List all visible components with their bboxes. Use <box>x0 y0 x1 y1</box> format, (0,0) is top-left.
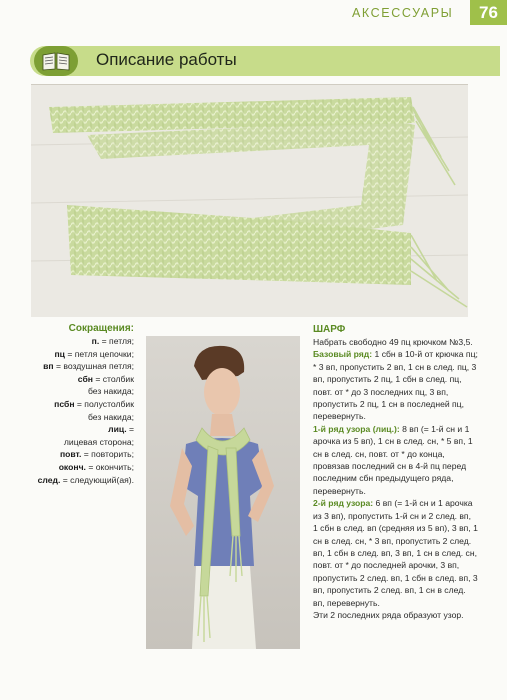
open-book-icon <box>34 46 78 76</box>
abbreviations <box>18 322 134 486</box>
abbreviation-line: п. = петля; <box>91 336 134 346</box>
section-name: АКСЕССУАРЫ <box>352 6 454 20</box>
scarf-title: ШАРФ <box>313 324 346 335</box>
abbreviation-line: след. = следующий(ая). <box>37 474 134 485</box>
instruction-row: Базовый ряд: 1 сбн в 10-й от крючка пц; * 3 вп, пропустить 2 вп, 1 сн в след. пц, 3 вп, пропустить 2 пц, 1 сбн в след. пц, повт. от * до 3 последних пц, 3 вп, пропустить 2 пц, 1 сн в последней пц, перевернуть. <box>313 349 478 422</box>
abbreviation-line: повт. = повторить; <box>59 449 134 460</box>
abbreviation-line: вп = воздушная петля; <box>43 361 134 372</box>
abbreviation-line: пц = петля цепочки; <box>54 348 134 359</box>
abbreviations-heading: Сокращения: <box>68 323 134 334</box>
scarf-photo <box>31 84 468 317</box>
abbreviation-line: сбн = столбик <box>77 373 134 384</box>
outro-text: Эти 2 последних ряда образуют узор. <box>313 609 464 620</box>
intro-text: Набрать свободно 49 пц крючком №3,5. <box>313 337 473 347</box>
abbreviation-line: псбн = полустолбик <box>54 398 134 409</box>
model-photo <box>146 336 300 649</box>
instructions <box>313 323 478 621</box>
instruction-row: 2-й ряд узора: 6 вп (= 1-й сн и 1 арочка из 3 вп), пропустить 1-й сн и 2 след. вп, 1 сбн в след. вп (средняя из 5 вп), 3 вп, 1 сн в след. сн, * 3 вп, пропустить 2 след. вп, 1 сбн в след. вп, 3 вп, 1 сн в след. сн, повт. от * до последней арочки, 3 вп, пропустить 2 след. вп, 1 сбн в след. вп, 3 вп, пропустить 2 след. вп, 1 сн в след. вп, перевернуть. <box>313 498 478 608</box>
page-number: 76 <box>470 0 507 25</box>
abbreviation-line: оконч. = окончить; <box>58 461 134 472</box>
abbreviation-line: лиц. = <box>108 424 134 435</box>
banner-title: Описание работы <box>96 50 237 69</box>
abbreviation-line: без накида; <box>87 386 134 397</box>
abbreviation-line: лицевая сторона; <box>63 436 134 447</box>
abbreviation-line: без накида; <box>87 411 134 422</box>
instruction-row: 1-й ряд узора (лиц.): 8 вп (= 1-й сн и 1 арочка из 5 вп), 1 сн в след. сн, * 5 вп, 1 сн в след. сн, повт. от * до конца, провязав последний сн в 4-й пц перед последним сбн предыдущего ряда, перевернуть. <box>313 423 473 496</box>
